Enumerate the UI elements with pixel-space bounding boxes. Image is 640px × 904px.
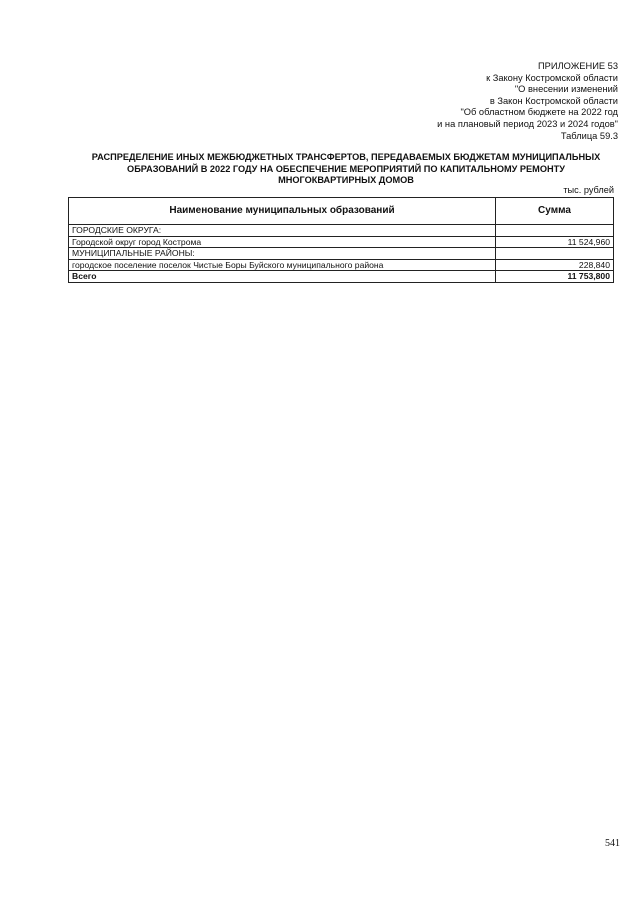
municipality-name: ГОРОДСКИЕ ОКРУГА:: [69, 225, 496, 237]
amount-cell: 11 524,960: [496, 236, 614, 248]
column-header-name: Наименование муниципальных образований: [69, 198, 496, 225]
municipality-name: МУНИЦИПАЛЬНЫЕ РАЙОНЫ:: [69, 248, 496, 260]
header-line: ПРИЛОЖЕНИЕ 53: [538, 61, 618, 71]
header-line: в Закон Костромской области: [489, 95, 618, 106]
table-header-row: [69, 198, 614, 225]
header-line: "О внесении изменений: [514, 84, 618, 95]
table-row: [69, 236, 614, 248]
transfers-table: [68, 197, 614, 283]
column-header-amount: Сумма: [496, 198, 614, 225]
municipality-name: городское поселение поселок Чистые Боры Буйского муниципального района: [69, 259, 496, 271]
table-row: [69, 225, 614, 237]
title-line: РАСПРЕДЕЛЕНИЕ ИНЫХ МЕЖБЮДЖЕТНЫХ ТРАНСФЕРТОВ, ПЕРЕДАВАЕМЫХ БЮДЖЕТАМ МУНИЦИПАЛЬНЫХ: [91, 152, 601, 162]
unit-label: тыс. рублей: [563, 185, 614, 195]
total-row: [69, 271, 614, 283]
amount-cell: [496, 225, 614, 237]
title-line: ОБРАЗОВАНИЙ В 2022 ГОДУ НА ОБЕСПЕЧЕНИЕ МЕРОПРИЯТИЙ ПО КАПИТАЛЬНОМУ РЕМОНТУ: [127, 163, 565, 174]
header-line: к Закону Костромской области: [486, 72, 618, 83]
amount-cell: 228,840: [496, 259, 614, 271]
table-row: [69, 259, 614, 271]
municipality-name: Городской округ город Кострома: [69, 236, 496, 248]
amount-cell: [496, 248, 614, 260]
title-line: МНОГОКВАРТИРНЫХ ДОМОВ: [278, 175, 414, 186]
appendix-header: [437, 61, 618, 142]
header-line: "Об областном бюджете на 2022 год: [460, 107, 618, 118]
header-line: и на плановый период 2023 и 2024 годов": [437, 118, 618, 129]
page-number: 541: [605, 838, 620, 849]
total-label: Всего: [69, 271, 496, 283]
table-number: Таблица 59.3: [560, 130, 618, 141]
document-title: [60, 152, 632, 187]
total-amount: 11 753,800: [496, 271, 614, 283]
table-row: [69, 248, 614, 260]
